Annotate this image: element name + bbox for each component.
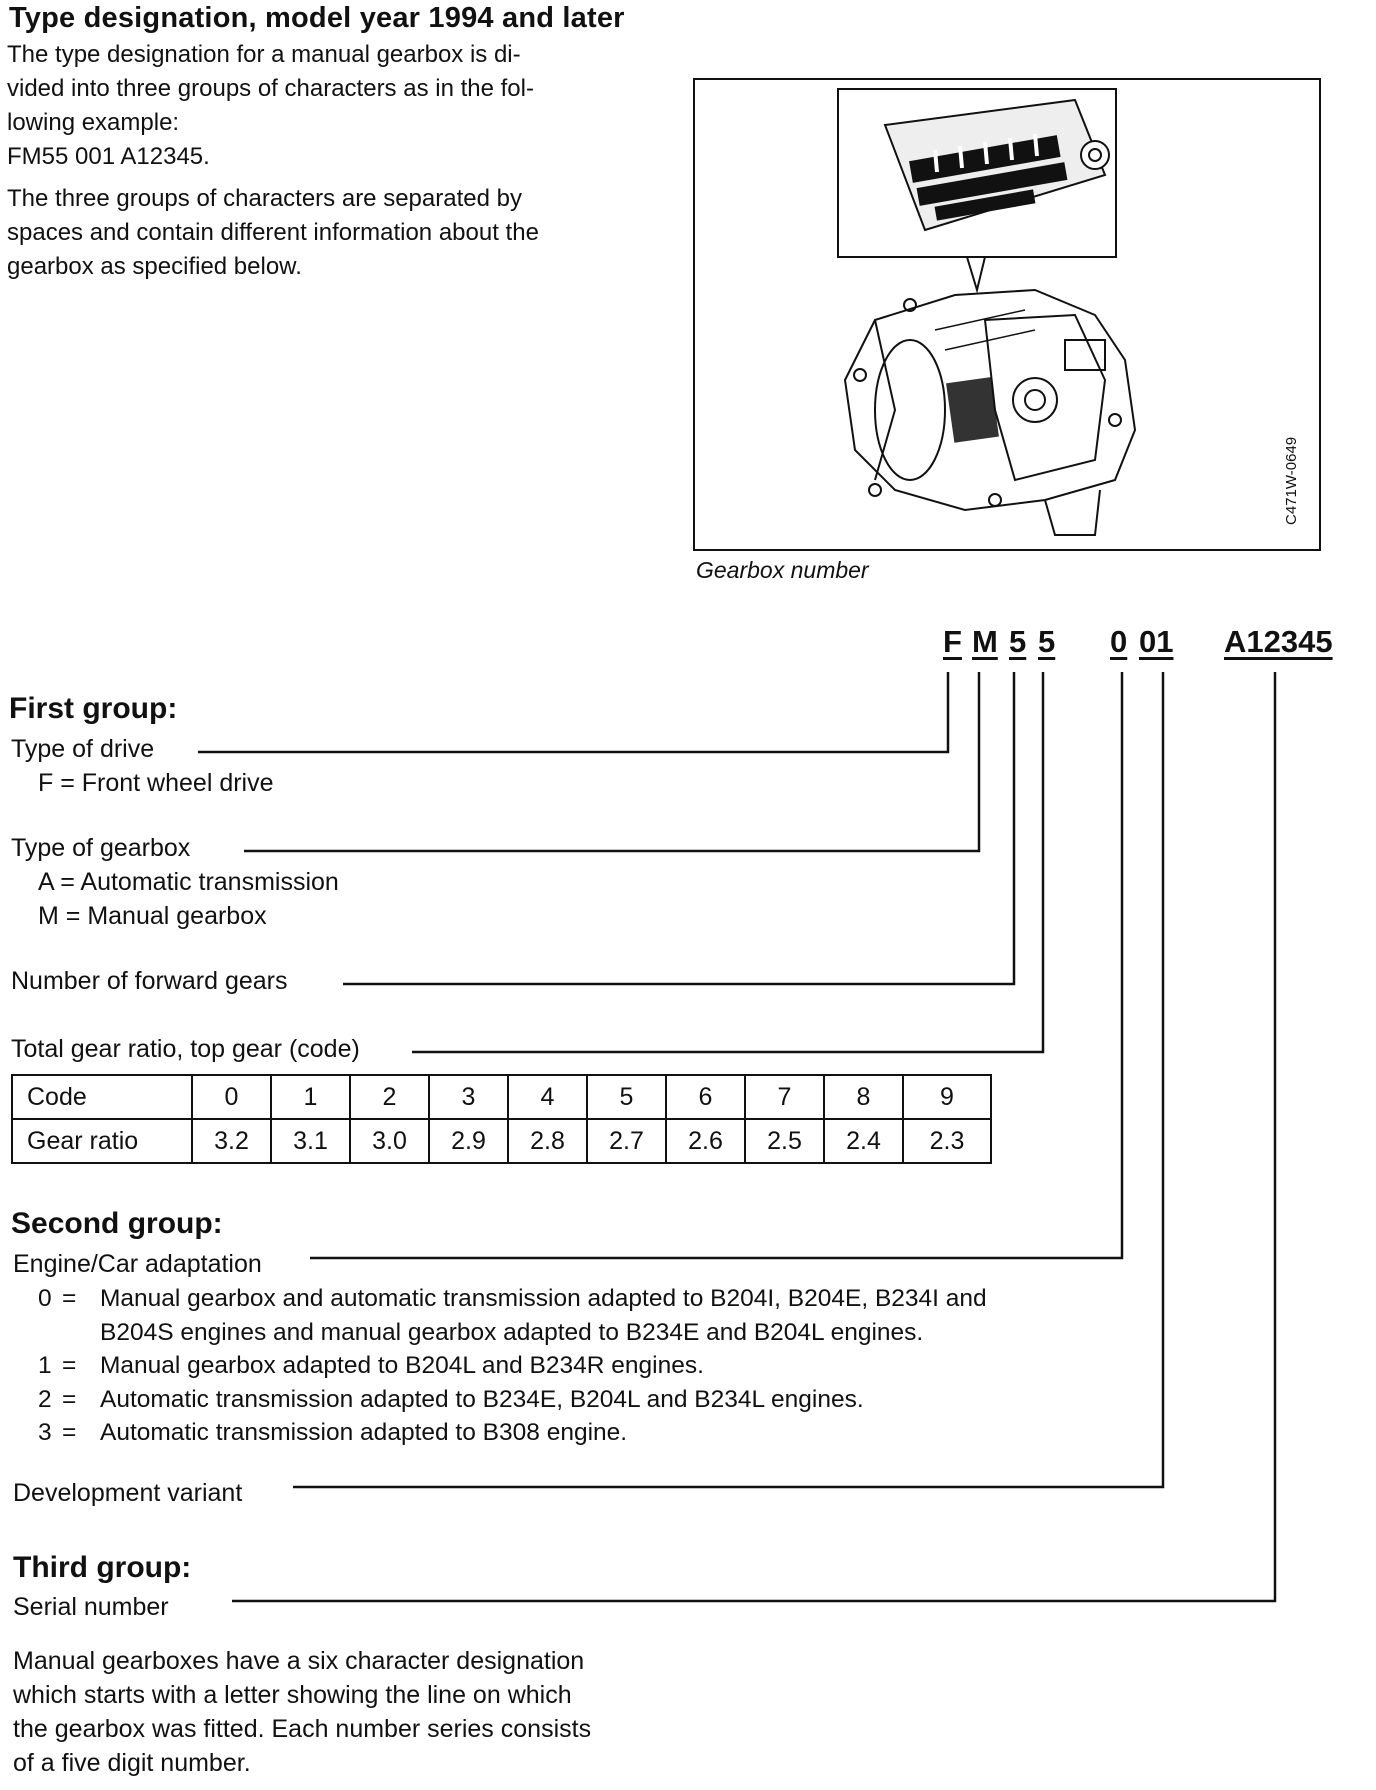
serial-number-paragraph [13, 1644, 653, 1780]
adaptation-code: 1 [38, 1352, 52, 1379]
code-char-forward-gears: 5 [1009, 624, 1027, 659]
gearbox-value-automatic: A = Automatic transmission [38, 868, 339, 896]
table-cell-code: 7 [745, 1075, 824, 1119]
intro-line: gearbox as specified below. [7, 253, 302, 280]
intro-line: The three groups of characters are separated by [7, 185, 522, 212]
table-row-header: Gear ratio [12, 1119, 192, 1163]
table-cell-ratio: 2.5 [745, 1119, 824, 1163]
table-cell-ratio: 2.9 [429, 1119, 508, 1163]
adaptation-code: 2 [38, 1385, 52, 1413]
adaptation-text: Automatic transmission adapted to B234E, B204L and B234L engines. [100, 1385, 864, 1413]
intro-line: lowing example: [7, 109, 180, 136]
table-cell-ratio: 2.6 [666, 1119, 745, 1163]
paragraph-line: of a five digit number. [13, 1749, 251, 1777]
second-group-heading: Second group: [11, 1207, 223, 1240]
intro-line: spaces and contain different information about the [7, 219, 539, 246]
connector-line-drive [198, 672, 948, 752]
table-cell-code: 5 [587, 1075, 666, 1119]
intro-example: FM55 001 A12345. [7, 143, 210, 170]
adaptation-list [38, 1282, 987, 1450]
list-item [38, 1416, 987, 1450]
connector-line-gearbox [244, 672, 979, 851]
page-title: Type designation, model year 1994 and later [9, 2, 625, 34]
code-char-type-of-gearbox: M [972, 624, 998, 659]
table-row-header: Code [12, 1075, 192, 1119]
gearbox-value-manual: M = Manual gearbox [38, 902, 267, 930]
adaptation-text: Automatic transmission adapted to B308 engine. [100, 1419, 628, 1446]
third-group-heading: Third group: [13, 1551, 192, 1584]
intro-line: The type designation for a manual gearbox is di- [7, 41, 521, 68]
code-char-adaptation: 0 [1110, 624, 1128, 659]
adaptation-code: 3 [38, 1419, 52, 1446]
table-cell-code: 9 [903, 1075, 991, 1119]
table-cell-code: 6 [666, 1075, 745, 1119]
paragraph-line: Manual gearboxes have a six character designation [13, 1647, 585, 1675]
adaptation-text: Manual gearbox and automatic transmission adapted to B204I, B204E, B234I and [100, 1285, 987, 1312]
forward-gears-label: Number of forward gears [11, 967, 294, 996]
table-cell-ratio: 3.2 [192, 1119, 271, 1163]
development-variant-label: Development variant [13, 1479, 248, 1508]
table-cell-ratio: 3.0 [350, 1119, 429, 1163]
table-cell-code: 0 [192, 1075, 271, 1119]
type-of-drive-label: Type of drive [11, 735, 158, 764]
gear-ratio-label: Total gear ratio, top gear (code) [11, 1035, 360, 1063]
code-char-gear-ratio: 5 [1038, 624, 1056, 659]
intro-line: vided into three groups of characters as in the fol- [7, 75, 534, 102]
code-char-type-of-drive: F [943, 624, 962, 659]
type-of-drive-value: F = Front wheel drive [38, 769, 274, 797]
type-of-gearbox-label: Type of gearbox [11, 834, 194, 863]
table-cell-ratio: 2.8 [508, 1119, 587, 1163]
table-cell-ratio: 2.4 [824, 1119, 903, 1163]
paragraph-line: which starts with a letter showing the line on which [13, 1681, 572, 1709]
adaptation-equals: = [62, 1385, 77, 1413]
code-char-development-variant: 01 [1139, 624, 1174, 659]
table-cell-ratio: 3.1 [271, 1119, 350, 1163]
code-char-serial-number: A12345 [1224, 624, 1333, 659]
adaptation-equals: = [62, 1419, 77, 1446]
gear-ratio-table [11, 1074, 992, 1164]
list-item [38, 1349, 987, 1383]
list-item [38, 1383, 987, 1417]
table-cell-code: 4 [508, 1075, 587, 1119]
adaptation-equals: = [62, 1352, 77, 1379]
adaptation-text: B204S engines and manual gearbox adapted to B234E and B204L engines. [100, 1318, 924, 1346]
table-cell-ratio: 2.7 [587, 1119, 666, 1163]
table-cell-code: 1 [271, 1075, 350, 1119]
table-cell-code: 8 [824, 1075, 903, 1119]
connector-line-forward-gears [343, 672, 1014, 984]
table-cell-ratio: 2.3 [903, 1119, 991, 1163]
adaptation-label: Engine/Car adaptation [13, 1250, 268, 1279]
table-cell-code: 3 [429, 1075, 508, 1119]
list-item [38, 1282, 987, 1349]
connector-line-adaptation [310, 672, 1122, 1258]
adaptation-equals: = [62, 1285, 77, 1312]
adaptation-text: Manual gearbox adapted to B204L and B234R engines. [100, 1352, 704, 1379]
serial-number-label: Serial number [13, 1593, 175, 1622]
paragraph-line: the gearbox was fitted. Each number series consists [13, 1715, 592, 1743]
table-row-gear-ratio [12, 1119, 991, 1163]
table-cell-code: 2 [350, 1075, 429, 1119]
table-row-code [12, 1075, 991, 1119]
figure-ref-code: C471W-0649 [1283, 436, 1300, 525]
first-group-heading: First group: [9, 692, 178, 725]
adaptation-code: 0 [38, 1285, 52, 1312]
figure-caption: Gearbox number [696, 557, 869, 583]
